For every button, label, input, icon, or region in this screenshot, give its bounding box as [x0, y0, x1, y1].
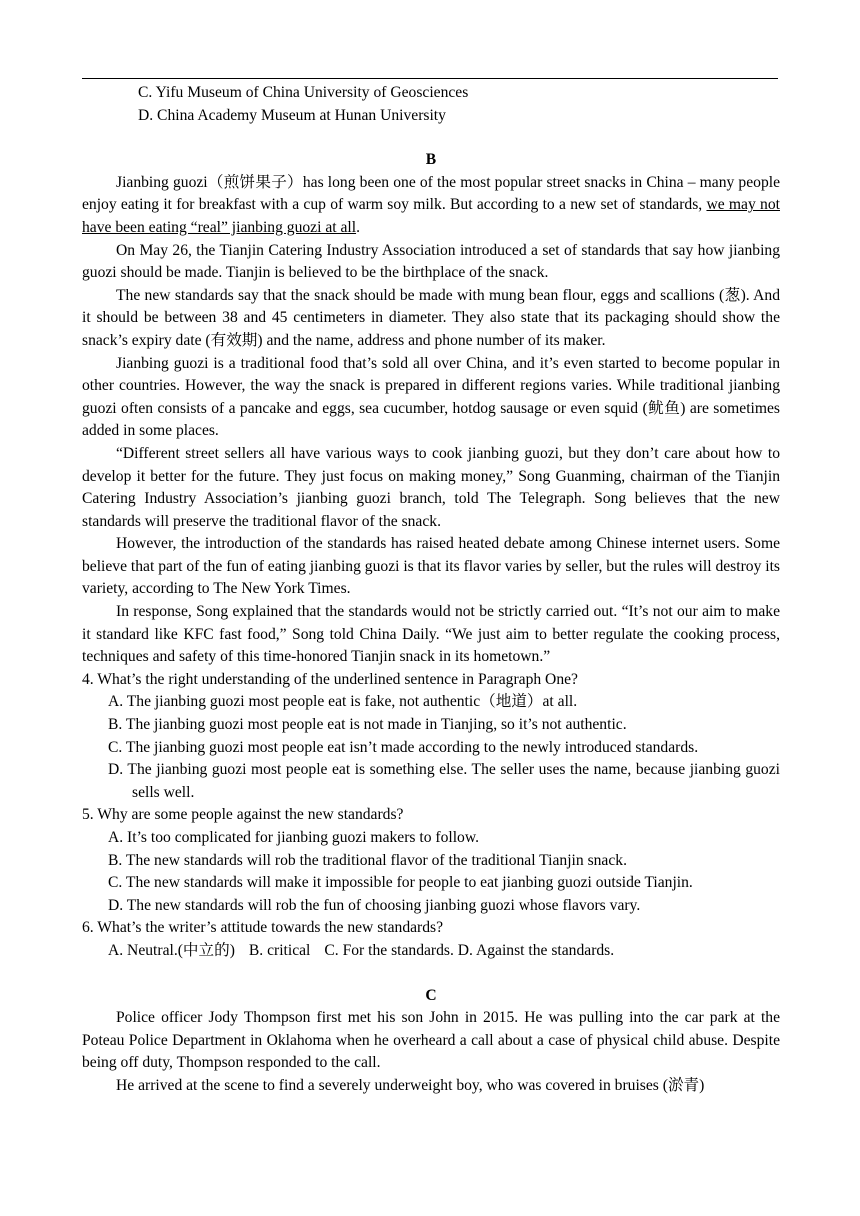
- underlined-sentence: we may not have been eating “real” jianbing guozi at all: [82, 196, 780, 236]
- question-4-option-d: D. The jianbing guozi most people eat is something else. The seller uses the name, because jianbing guozi sells well.: [108, 761, 780, 801]
- option-c-museum: C. Yifu Museum of China University of Geosciences: [138, 84, 469, 101]
- document-body: [82, 82, 780, 1098]
- question-5-stem: 5. Why are some people against the new standards?: [82, 806, 404, 824]
- section-b-heading: B: [425, 151, 437, 169]
- question-6-stem: 6. What’s the writer’s attitude towards the new standards?: [82, 919, 444, 937]
- section-b-paragraph-6: However, the introduction of the standards has raised heated debate among Chinese internet users. Some believe that part of the fun of eating jianbing guozi is that its flavor varies by seller, but the rules will destroy its variety, according to The New York Times.: [82, 535, 780, 598]
- paragraph-1-end: .: [356, 218, 360, 236]
- question-6-option-c: C. For the standards.: [324, 941, 454, 959]
- section-b-paragraph-1: [82, 172, 780, 240]
- section-b-paragraph-2: On May 26, the Tianjin Catering Industry Association introduced a set of standards that say how jianbing guozi should be made. Tianjin is believed to be the birthplace of the snack.: [82, 241, 780, 282]
- section-b-paragraph-3: The new standards say that the snack should be made with mung bean flour, eggs and scallions (葱). And it should be between 38 and 45 centimeters in diameter. They also state that its packaging should show the snack’s expiry date (有效期) and the name, address and phone number of its maker.: [82, 286, 780, 349]
- section-c-paragraph-1: Police officer Jody Thompson first met his son John in 2015. He was pulling into the car park at the Poteau Police Department in Oklahoma when he overheard a call about a case of physical child abuse. Despite being off duty, Thompson responded to the call.: [82, 1009, 780, 1072]
- section-c-heading: C: [425, 986, 437, 1004]
- section-b-paragraph-7: In response, Song explained that the standards would not be strictly carried out. “It’s not our aim to make it standard like KFC fast food,” Song told China Daily. “We just aim to better regulate the cooking process, techniques and safety of this time-honored Tianjin snack in its hometown.”: [82, 603, 780, 666]
- question-6-option-d: D. Against the standards.: [457, 941, 615, 959]
- question-5-option-d: D. The new standards will rob the fun of choosing jianbing guozi whose flavors vary.: [108, 896, 641, 914]
- section-c-paragraph-2: He arrived at the scene to find a severely underweight boy, who was covered in bruises (淤青): [116, 1076, 705, 1094]
- question-4-option-b: B. The jianbing guozi most people eat is not made in Tianjing, so it’s not authentic.: [108, 716, 627, 734]
- question-6-option-b: B. critical: [248, 941, 311, 959]
- question-4-option-a: A. The jianbing guozi most people eat is fake, not authentic（地道）at all.: [108, 693, 578, 711]
- question-6-options: [82, 940, 780, 963]
- question-4-stem: 4. What’s the right understanding of the underlined sentence in Paragraph One?: [82, 670, 578, 688]
- question-4-option-c: C. The jianbing guozi most people eat isn’t made according to the newly introduced standards.: [108, 738, 699, 756]
- section-b-paragraph-5: “Different street sellers all have various ways to cook jianbing guozi, but they don’t care about how to develop it better for the future. They just focus on making money,” Song Guanming, chairman of the Tianjin Catering Industry Association’s jianbing guozi branch, told The Telegraph. Song believes that the new standards will preserve the traditional flavor of the snack.: [82, 444, 780, 530]
- paragraph-1-text: Jianbing guozi（煎饼果子）has long been one of the most popular street snacks in China – many people enjoy eating it for breakfast with a cup of warm soy milk. But according to a new set of standards,: [82, 173, 780, 214]
- header-rule: [82, 78, 778, 79]
- option-d-museum: D. China Academy Museum at Hunan University: [138, 106, 446, 124]
- section-b-paragraph-4: Jianbing guozi is a traditional food that’s sold all over China, and it’s even started to become popular in other countries. However, the way the snack is prepared in different regions varies. While traditional jianbing guozi often consists of a pancake and eggs, sea cucumber, hotdog sausage or even squid (鱿鱼) are sometimes added in some places.: [82, 354, 780, 440]
- question-5-option-c: C. The new standards will make it impossible for people to eat jianbing guozi outside Tianjin.: [108, 874, 693, 892]
- question-6-option-a: A. Neutral.(中立的): [108, 941, 235, 959]
- question-5-option-b: B. The new standards will rob the traditional flavor of the traditional Tianjin snack.: [108, 851, 627, 869]
- question-5-option-a: A. It’s too complicated for jianbing guozi makers to follow.: [108, 829, 479, 846]
